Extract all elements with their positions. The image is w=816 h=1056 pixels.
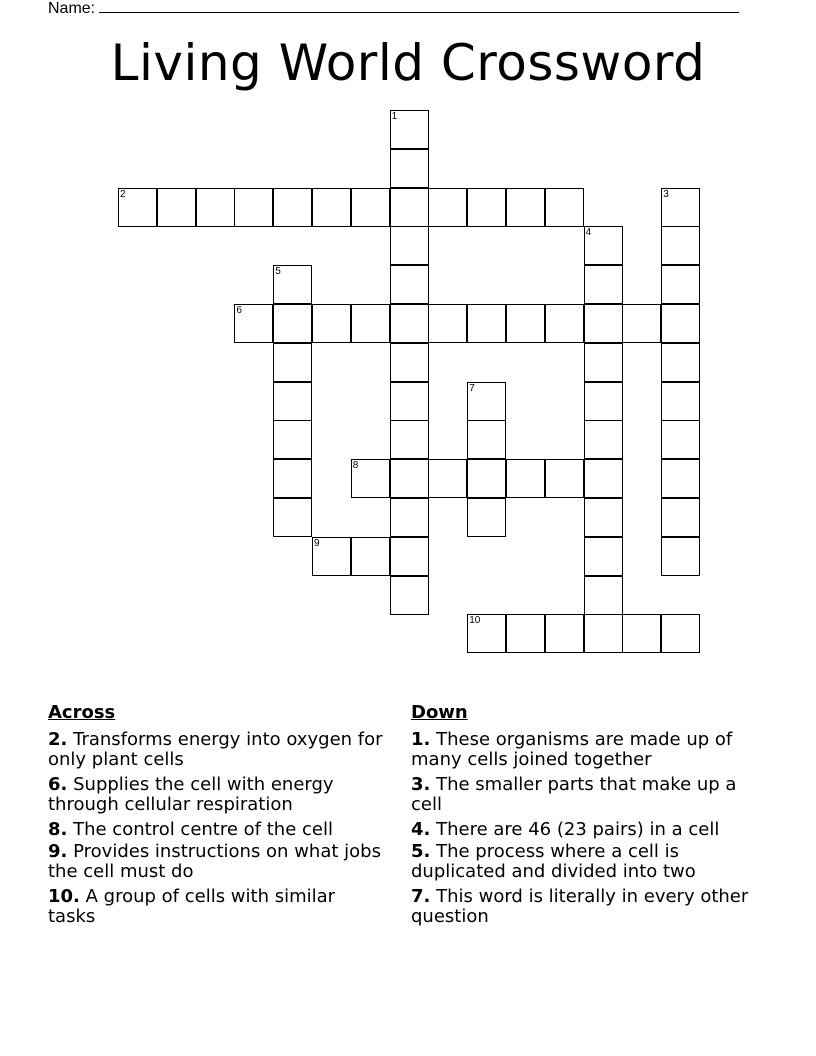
crossword-cell[interactable] bbox=[390, 110, 429, 149]
crossword-cell[interactable] bbox=[390, 498, 429, 537]
crossword-cell[interactable] bbox=[545, 459, 584, 498]
crossword-cell[interactable] bbox=[467, 459, 506, 498]
crossword-cell[interactable] bbox=[467, 382, 506, 421]
across-clue-9: 9. Provides instructions on what jobs the cell must do bbox=[48, 841, 381, 882]
across-clues bbox=[48, 702, 383, 932]
crossword-cell[interactable] bbox=[584, 420, 623, 459]
down-clues bbox=[411, 702, 756, 932]
crossword-cell[interactable] bbox=[545, 304, 584, 343]
crossword-cell[interactable] bbox=[584, 343, 623, 382]
crossword-cell[interactable] bbox=[584, 265, 623, 304]
crossword-cell[interactable] bbox=[351, 188, 390, 227]
crossword-cell[interactable] bbox=[661, 304, 700, 343]
down-clue-5: 5. The process where a cell is duplicated and divided into two bbox=[411, 841, 696, 882]
clue-number: 4 bbox=[585, 227, 592, 239]
crossword-cell[interactable] bbox=[506, 188, 545, 227]
crossword-cell[interactable] bbox=[157, 188, 196, 227]
crossword-cell[interactable] bbox=[273, 188, 312, 227]
crossword-cell[interactable] bbox=[467, 304, 506, 343]
crossword-cell[interactable] bbox=[390, 343, 429, 382]
down-clue-4: 4. There are 46 (23 pairs) in a cell bbox=[411, 819, 720, 840]
crossword-cell[interactable] bbox=[622, 614, 661, 653]
clue-number: 1 bbox=[391, 111, 398, 122]
crossword-cell[interactable] bbox=[467, 188, 506, 227]
crossword-cell[interactable] bbox=[196, 188, 235, 227]
clue-number: 3 bbox=[663, 188, 669, 200]
crossword-cell[interactable] bbox=[273, 304, 312, 343]
crossword-cell[interactable] bbox=[390, 265, 429, 304]
crossword-cell[interactable] bbox=[661, 537, 700, 576]
crossword-cell[interactable] bbox=[390, 576, 429, 615]
across-clue-8: 8. The control centre of the cell bbox=[48, 819, 333, 840]
clue-number: 8 bbox=[352, 460, 359, 472]
crossword-cell[interactable] bbox=[584, 576, 623, 615]
crossword-cell[interactable] bbox=[506, 304, 545, 343]
clue-number: 7 bbox=[469, 382, 475, 394]
crossword-cell[interactable] bbox=[312, 537, 351, 576]
crossword-cell[interactable] bbox=[584, 498, 623, 537]
crossword-cell[interactable] bbox=[390, 420, 429, 459]
crossword-cell[interactable] bbox=[273, 265, 312, 304]
across-clue-10: 10. A group of cells with similar tasks bbox=[48, 886, 336, 927]
crossword-cell[interactable] bbox=[661, 188, 700, 227]
crossword-cell[interactable] bbox=[428, 304, 467, 343]
crossword-cell[interactable] bbox=[351, 537, 390, 576]
crossword-cell[interactable] bbox=[661, 382, 700, 421]
down-clue-7: 7. This word is literally in every other question bbox=[411, 886, 749, 927]
crossword-cell[interactable] bbox=[584, 459, 623, 498]
crossword-cell[interactable] bbox=[390, 149, 429, 188]
crossword-cell[interactable] bbox=[351, 304, 390, 343]
clue-number: 5 bbox=[275, 266, 281, 278]
crossword-cell[interactable] bbox=[584, 537, 623, 576]
crossword-cell[interactable] bbox=[661, 498, 700, 537]
crossword-cell[interactable] bbox=[273, 343, 312, 382]
crossword-cell[interactable] bbox=[506, 459, 545, 498]
across-clue-6: 6. Supplies the cell with energy through cellular respiration bbox=[48, 774, 334, 815]
crossword-cell[interactable] bbox=[351, 459, 390, 498]
crossword-cell[interactable] bbox=[467, 614, 506, 653]
crossword-cell[interactable] bbox=[390, 304, 429, 343]
crossword-cell[interactable] bbox=[661, 420, 700, 459]
down-clue-3: 3. The smaller parts that make up a cell bbox=[411, 774, 737, 815]
crossword-cell[interactable] bbox=[584, 226, 623, 265]
crossword-cell[interactable] bbox=[661, 614, 700, 653]
crossword-cell[interactable] bbox=[390, 537, 429, 576]
down-heading: Down bbox=[411, 702, 468, 723]
page-title: Living World Crossword bbox=[110, 34, 706, 92]
crossword-cell[interactable] bbox=[390, 188, 429, 227]
crossword-cell[interactable] bbox=[273, 382, 312, 421]
crossword-cell[interactable] bbox=[622, 304, 661, 343]
crossword-cell[interactable] bbox=[390, 459, 429, 498]
clue-number: 10 bbox=[469, 615, 481, 627]
clue-number: 9 bbox=[314, 537, 320, 549]
down-clue-1: 1. These organisms are made up of many cells joined together bbox=[411, 729, 733, 770]
crossword-cell[interactable] bbox=[661, 459, 700, 498]
crossword-cell[interactable] bbox=[312, 188, 351, 227]
crossword-cell[interactable] bbox=[428, 459, 467, 498]
crossword-cell[interactable] bbox=[584, 304, 623, 343]
crossword-cell[interactable] bbox=[234, 304, 273, 343]
crossword-cell[interactable] bbox=[661, 226, 700, 265]
crossword-cell[interactable] bbox=[661, 265, 700, 304]
clue-number: 2 bbox=[120, 188, 126, 200]
crossword-cell[interactable] bbox=[584, 614, 623, 653]
crossword-cell[interactable] bbox=[428, 188, 467, 227]
name-label: Name: bbox=[48, 0, 96, 17]
crossword-cell[interactable] bbox=[506, 614, 545, 653]
crossword-cell[interactable] bbox=[467, 420, 506, 459]
crossword-cell[interactable] bbox=[312, 304, 351, 343]
crossword-cell[interactable] bbox=[273, 498, 312, 537]
crossword-cell[interactable] bbox=[390, 382, 429, 421]
crossword-cell[interactable] bbox=[584, 382, 623, 421]
clue-number: 6 bbox=[236, 305, 242, 316]
crossword-cell[interactable] bbox=[234, 188, 273, 227]
crossword-cell[interactable] bbox=[273, 420, 312, 459]
crossword-cell[interactable] bbox=[467, 498, 506, 537]
crossword-cell[interactable] bbox=[661, 343, 700, 382]
crossword-cell[interactable] bbox=[545, 188, 584, 227]
crossword-cell[interactable] bbox=[545, 614, 584, 653]
crossword-cell[interactable] bbox=[273, 459, 312, 498]
crossword-cell[interactable] bbox=[118, 188, 157, 227]
across-clue-2: 2. Transforms energy into oxygen for only plant cells bbox=[48, 729, 383, 770]
crossword-cell[interactable] bbox=[390, 226, 429, 265]
across-heading: Across bbox=[48, 702, 116, 723]
